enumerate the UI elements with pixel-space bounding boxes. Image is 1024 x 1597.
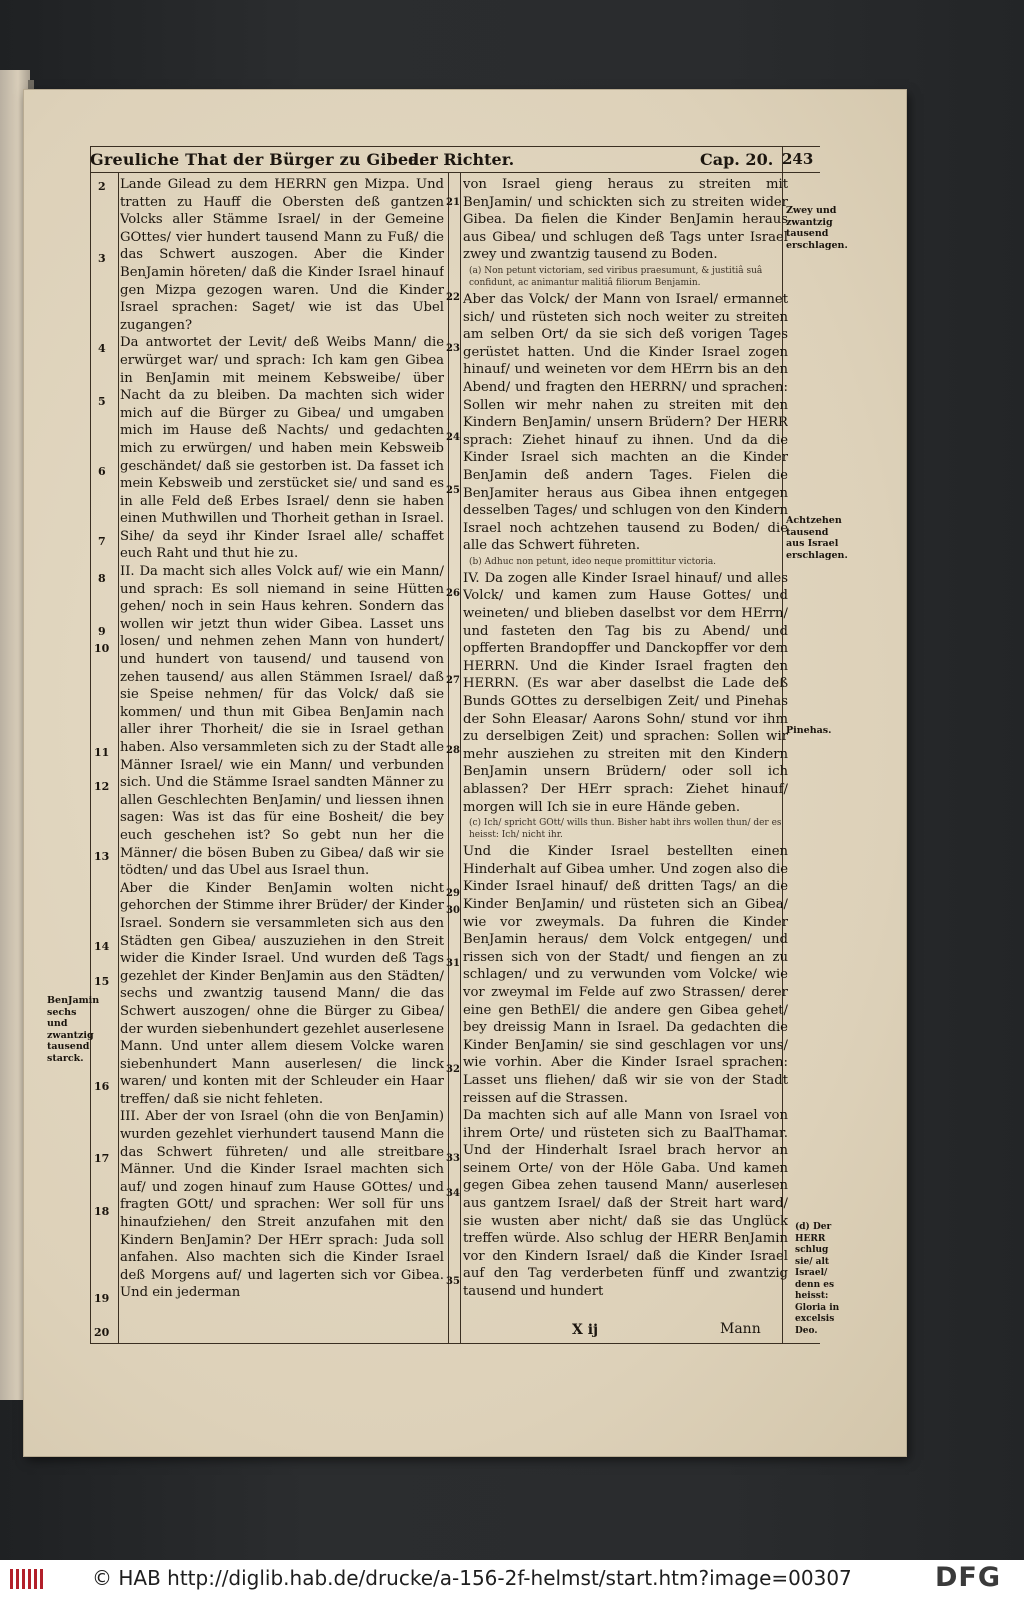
copyright-url[interactable]: © HAB http://diglib.hab.de/drucke/a-156-2f-helmst/start.htm?image=00307 — [92, 1566, 852, 1590]
text-paragraph: Aber die Kinder BenJamin wolten nicht gehorchen der Stimme ihrer Brüder/ der Kinder Israel. Sondern sie versammleten sich aus den Städten gen Gibea/ auszuziehen in den Streit wider die Kinder Israel. Und wurden deß Tags gezehlet der Kinder BenJamin aus den Städten/ sechs und zwantzig tausend Mann/ die das Schwert auszogen/ ohne die Bürger zu Gibea/ der wurden siebenhundert gezehlet auserlesene Mann. Und unter allem diesem Volcke waren siebenhundert Mann auserlesen/ die linck waren/ und konten mit der Schleuder ein Haar treffen/ daß sie nicht fehleten. — [120, 880, 444, 1107]
left-frame-rule — [90, 146, 91, 1344]
verse-number: 20 — [94, 1326, 110, 1339]
margin-note: Zwey und zwantzig tausend erschlagen. — [786, 205, 848, 251]
verse-number: 5 — [98, 395, 106, 408]
text-paragraph: von Israel gieng heraus zu streiten mit BenJamin/ und schickten sich zu streiten wider Gibea. Da fielen die Kinder BenJamin heraus aus Gibea/ und schlugen deß Tags unter Israel zwey und zwantzig tausend zu Boden. — [463, 177, 788, 263]
right-text-column — [463, 176, 788, 1346]
library-logo-icon — [8, 1566, 46, 1592]
verse-number: 28 — [446, 745, 460, 756]
margin-note: Achtzehen tausend aus Israel erschlagen. — [786, 515, 848, 561]
verse-number: 3 — [98, 252, 106, 265]
verse-number: 35 — [446, 1276, 460, 1287]
verse-number: 7 — [98, 535, 106, 548]
verse-number: 9 — [98, 625, 106, 638]
text-paragraph: Und die Kinder Israel bestellten einen Hinderhalt auf Gibea umher. Und zogen also die Kinder Israel hinauf/ deß dritten Tags/ an die Kinder BenJamin/ und rüsteten sich an Gibea/ wie vor zweymals. Da fuhren die Kinder BenJamin heraus/ dem Volck entgegen/ und rissen sich von der Stadt/ und fiengen an zu schlagen/ und zu verwunden vom Volcke/ wie vor zweymal im Felde auf zwo Strassen/ derer eine gen BethEl/ die andere gen Gibea gehet/ bey dreissig Mann in Israel. Da gedachten die Kinder BenJamin/ sie sind geschlagen vor uns/ wie vorhin. Aber die Kinder Israel sprachen: Lasset uns fliehen/ daß wir sie von der Stadt reissen auf die Strassen. — [463, 844, 788, 1106]
verse-number: 25 — [446, 485, 460, 496]
verse-number: 12 — [94, 780, 110, 793]
verse-number: 14 — [94, 940, 110, 953]
verse-number: 6 — [98, 465, 106, 478]
header-rule — [90, 172, 820, 173]
left-inner-rule — [118, 172, 119, 1344]
text-paragraph: III. Aber der von Israel (ohn die von BenJamin) wurden gezehlet vierhundert tausend Mann die das Schwert führeten/ und alle streitbare Männer. Und die Kinder Israel machten sich auf/ und zogen hinauf zum Hause GOttes/ und fragten GOtt/ und sprachen: Wer soll für uns hinaufziehen/ den Streit anzufahen mit den Kindern BenJamin? Der HErr sprach: Juda soll anfahen. Also machten sich die Kinder Israel deß Morgens auf/ und lagerten sich vor Gibea. Und ein jederman — [120, 1109, 444, 1301]
text-paragraph: Da antwortet der Levit/ deß Weibs Mann/ die erwürget war/ und sprach: Ich kam gen Gibea in BenJamin mit meinem Kebsweibe/ über Nacht da zu bleiben. Da machten sich wider mich auf die Bürger zu Gibea/ und umgaben mich im Hause deß Nachts/ und gedachten mich zu erwürgen/ und haben mein Kebsweib geschändet/ daß sie gestorben ist. Da fasset ich mein Kebsweib und zerstücket sie/ und sand es in alle Feld deß Erbes Israel/ denn sie haben einen Muthwillen und Thorheit gethan in Israel. Sihe/ da seyd ihr Kinder Israel alle/ schaffet euch Raht und thut hie zu. — [120, 335, 444, 562]
verse-number: 15 — [94, 975, 110, 988]
verse-number: 31 — [446, 958, 460, 969]
signature-mark: X ij — [572, 1322, 599, 1338]
page-number: 243 — [782, 150, 814, 168]
verse-number: 16 — [94, 1080, 110, 1093]
text-paragraph: Aber das Volck/ der Mann von Israel/ ermannet sich/ und rüsteten sich noch weiter zu streiten am selben Ort/ da sie sich deß vorigen Tages gerüstet hatten. Und die Kinder Israel zogen hinauf/ und weineten vor dem HErrn bis an den Abend/ und fragten den HERRN/ und sprachen: Sollen wir mehr nahen zu streiten mit den Kindern BenJamin/ unsern Brüdern? Der HERR sprach: Ziehet hinauf zu ihnen. Und da die Kinder Israel sich machten an die Kinder BenJamin deß andern Tages. Fielen die BenJamiter heraus aus Gibea ihnen entgegen desselben Tages/ und schlugen von den Kindern Israel noch achtzehen tausend zu Boden/ die alle das Schwert führeten. — [463, 291, 788, 554]
verse-number: 23 — [446, 343, 460, 354]
margin-note: (d) Der HERR schlug sie/ alt Israel/ denn es heisst: Gloria in excelsis Deo. — [795, 1222, 840, 1336]
verse-number: 19 — [94, 1292, 110, 1305]
verse-number: 27 — [446, 675, 460, 686]
verse-number: 2 — [98, 180, 106, 193]
running-head-chapter: Cap. 20. — [700, 150, 774, 169]
margin-note: Pinehas. — [786, 725, 832, 736]
verse-number: 10 — [94, 642, 110, 655]
verse-number: 21 — [446, 197, 460, 208]
verse-number: 11 — [94, 746, 110, 759]
verse-number: 8 — [98, 572, 106, 585]
verse-number: 34 — [446, 1188, 460, 1199]
text-paragraph: IV. Da zogen alle Kinder Israel hinauf/ und alles Volck/ und kamen zum Hause Gottes/ und weineten/ und blieben daselbst vor dem HErrn/ und fasteten den Tag bis zu Abend/ und opfferten Brandopffer und Danckopffer vor dem HERRN. Und die Kinder Israel fragten den HERRN. (Es war aber daselbst die Lade deß Bunds GOttes zu derselbigen Zeit/ und Pinehas der Sohn Eleasar/ Aarons Sohn/ stund vor ihm zu derselbigen Zeit) und sprachen: Sollen wir mehr ausziehen zu streiten mit den Kindern BenJamin unsern Brüdern/ oder soll ich ablassen? Der HErr sprach: Ziehet hinauf/ morgen will Ich sie in eure Hände geben. — [463, 570, 788, 815]
verse-number: 30 — [446, 905, 460, 916]
running-head-book: der Richter. — [408, 150, 515, 169]
verse-number: 17 — [94, 1152, 110, 1165]
verse-number: 32 — [446, 1064, 460, 1075]
verse-number: 26 — [446, 588, 460, 599]
verse-number: 22 — [446, 292, 460, 303]
footnote-a: (a) Non petunt victoriam, sed viribus praesumunt, & justitiâ suâ confidunt, ac animantur malitiâ filiorum Benjamin. — [469, 265, 763, 288]
column-divider-right — [460, 172, 461, 1344]
verse-number: 13 — [94, 850, 110, 863]
verse-number: 24 — [446, 432, 460, 443]
dfg-logo: DFG — [935, 1562, 1002, 1593]
catchword: Mann — [720, 1321, 761, 1337]
text-paragraph: Da machten sich auf alle Mann von Israel von ihrem Orte/ und rüsteten sich zu BaalThamar. Und der Hinderhalt Israel brach hervor an seinem Orte/ von der Höle Gaba. Und kamen gegen Gibea zehen tausend Mann/ auserlesen aus gantzem Israel/ daß der Streit hart ward/ sie wusten aber nicht/ daß sie das Unglück treffen würde. Also schlug der HERR BenJamin vor den Kindern Israel/ daß die Kinder Israel auf den Tag verderbeten fünff und zwantzig tausend und hundert — [463, 1108, 788, 1300]
top-rule — [90, 146, 820, 147]
footnote-b: (b) Adhuc non petunt, ideo neque promittitur victoria. — [469, 556, 717, 567]
text-paragraph: Lande Gilead zu dem HERRN gen Mizpa. Und tratten zu Hauff die Obersten deß gantzen Volcks aller Stämme Israel/ in der Gemeine GOttes/ vier hundert tausend Mann zu Fuß/ die das Schwert auszogen. Aber die Kinder BenJamin höreten/ daß die Kinder Israel hinauf gen Mizpa gezogen waren. Und die Kinder Israel sprachen: Saget/ wie ist das Ubel zugangen? — [120, 177, 444, 333]
footnote-c: (c) Ich/ spricht GOtt/ wills thun. Bisher habt ihrs wollen thun/ der es heisst: Ich/ nicht ihr. — [469, 818, 782, 841]
verse-number: 29 — [446, 888, 460, 899]
verse-number: 33 — [446, 1153, 460, 1164]
verse-number: 4 — [98, 342, 106, 355]
text-paragraph: II. Da macht sich alles Volck auf/ wie ein Mann/ und sprach: Es soll niemand in seine Hütten gehen/ noch in sein Haus kehren. Sondern das wollen wir jetzt thun wider Gibea. Lasset uns losen/ und nehmen zehen Mann von hundert/ und hundert von tausend/ und tausend von zehen tausend/ aus allen Stämmen Israel/ daß sie Speise nehmen/ für das Volck/ daß sie kommen/ und thun mit Gibea BenJamin nach aller ihrer Thorheit/ die sie in Israel gethan haben. Also versammleten sich zu der Stadt alle Männer Israel/ wie ein Mann/ und verbunden sich. Und die Stämme Israel sandten Männer zu allen Geschlechten BenJamin/ und liessen ihnen sagen: Was ist das für eine Bosheit/ die bey euch geschehen ist? So gebt nun her die Männer/ die bösen Buben zu Gibea/ daß wir sie tödten/ und das Ubel aus Israel thun. — [120, 564, 444, 879]
footer-bar — [0, 1560, 1024, 1597]
left-text-column — [120, 176, 444, 1346]
verse-number: 18 — [94, 1205, 110, 1218]
running-head-title: Greuliche That der Bürger zu Gibea. — [90, 150, 425, 169]
margin-note: BenJamin sechs und zwantzig tausend starck. — [47, 995, 100, 1064]
